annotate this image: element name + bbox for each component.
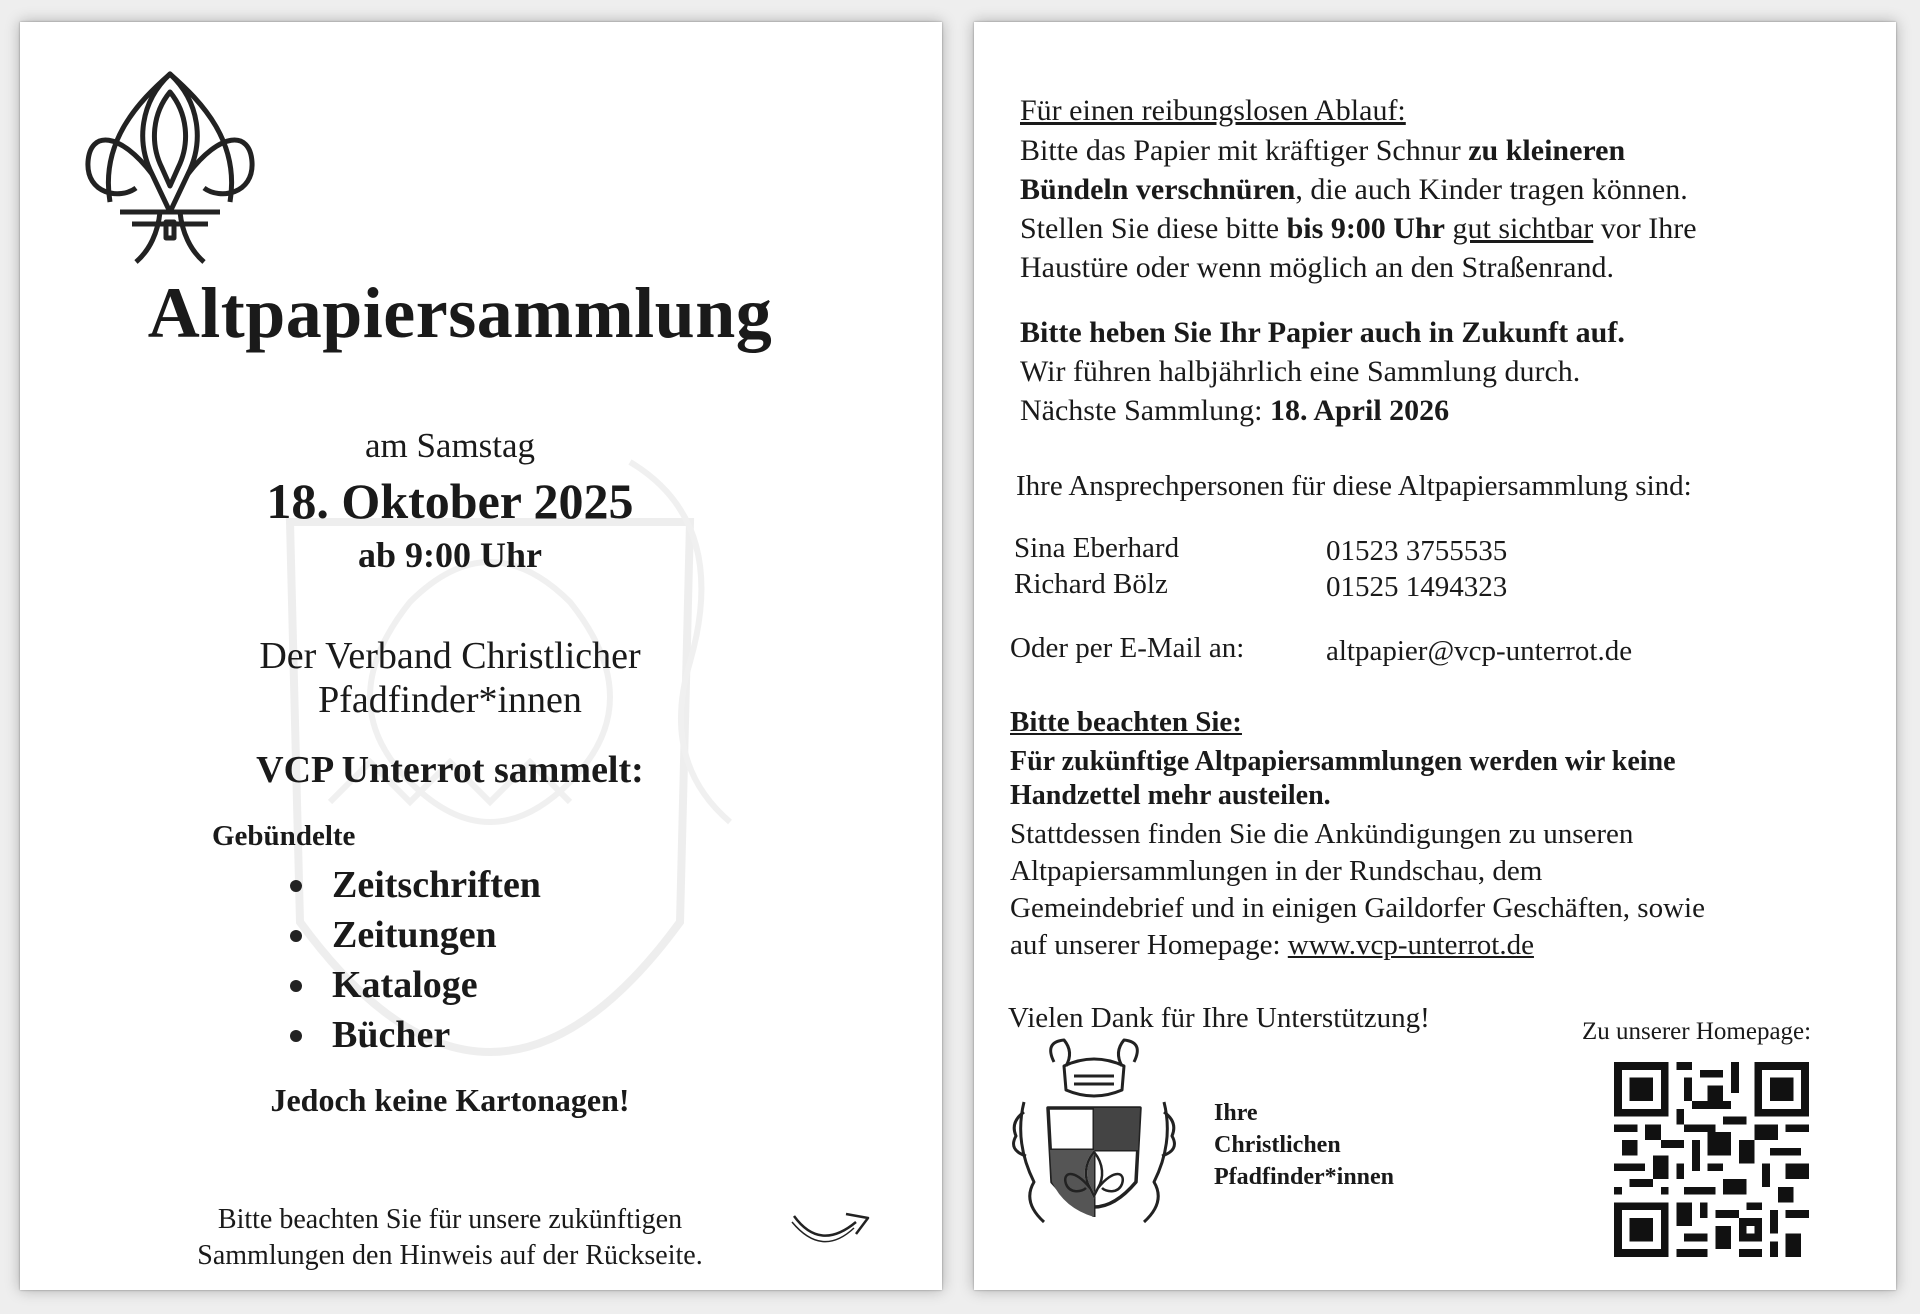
signoff-line-3: Pfadfinder*innen: [1214, 1164, 1395, 1190]
qr-code-label: Zu unserer Homepage:: [1582, 1018, 1812, 1045]
procedure-line-2: [1020, 173, 1688, 207]
email-address[interactable]: altpapier@vcp-unterrot.de: [1326, 635, 1633, 667]
text-span: Stellen Sie diese bitte: [1020, 212, 1287, 245]
backside-hint-line-1: Bitte beachten Sie für unsere zukünftigen: [217, 1204, 683, 1235]
procedure-line-4: Haustüre oder wenn möglich an den Straßenrand.: [1020, 251, 1614, 284]
contacts-intro: Ihre Ansprechpersonen für diese Altpapiersammlung sind:: [1016, 470, 1692, 502]
text-span: vor Ihre: [1593, 212, 1697, 245]
text-span-underlined: gut sichtbar: [1452, 212, 1594, 245]
note-bold-line-2: Handzettel mehr austeilen.: [1010, 780, 1331, 811]
thanks-text: Vielen Dank für Ihre Unterstützung!: [1008, 1002, 1430, 1034]
list-item: Bücher: [290, 1010, 541, 1060]
collection-date: 18. Oktober 2025: [266, 473, 634, 529]
flyer-back-page: [974, 22, 1896, 1290]
collects-heading: VCP Unterrot sammelt:: [256, 749, 644, 791]
text-span: auf unserer Homepage:: [1010, 929, 1288, 961]
procedure-heading: Für einen reibungslosen Ablauf:: [1020, 94, 1406, 127]
fleur-de-lis-logo: [80, 62, 260, 272]
note-heading: Bitte beachten Sie:: [1010, 706, 1242, 738]
qr-code[interactable]: [1614, 1062, 1809, 1257]
procedure-line-3: [1020, 212, 1697, 246]
signoff-line-2: Christlichen: [1214, 1132, 1341, 1158]
signoff-line-1: Ihre: [1214, 1100, 1258, 1126]
text-span: Nächste Sammlung:: [1020, 394, 1270, 427]
organization-line-2: Pfadfinder*innen: [318, 679, 582, 721]
text-span-bold: Bündeln verschnüren: [1020, 173, 1296, 206]
next-collection-date: 18. April 2026: [1269, 394, 1450, 427]
organization-line-1: Der Verband Christlicher: [259, 635, 641, 677]
curved-arrow-icon: [790, 1208, 870, 1248]
exclusion-note: Jedoch keine Kartonagen!: [270, 1082, 630, 1118]
backside-hint-line-2: Sammlungen den Hinweis auf der Rückseite.: [197, 1240, 703, 1271]
list-item: Kataloge: [290, 960, 541, 1010]
text-span-bold: zu kleineren: [1468, 134, 1626, 167]
contact-name: Richard Bölz: [1014, 568, 1168, 600]
text-span: , die auch Kinder tragen können.: [1295, 173, 1688, 206]
collection-time: ab 9:00 Uhr: [357, 535, 542, 575]
note-line-4: Altpapiersammlungen in der Rundschau, dem: [1010, 855, 1543, 887]
contact-name: Sina Eberhard: [1014, 532, 1180, 564]
flyer-front-page: [20, 22, 942, 1290]
note-bold-line-1: Für zukünftige Altpapiersammlungen werden wir keine: [1010, 746, 1676, 777]
email-label: Oder per E-Mail an:: [1010, 632, 1245, 664]
bundled-label: Gebündelte: [212, 820, 356, 852]
procedure-line-1: [1020, 134, 1625, 168]
next-collection: [1020, 394, 1449, 428]
text-span: Bitte das Papier mit kräftiger Schnur: [1020, 134, 1469, 167]
contact-phone[interactable]: 01523 3755535: [1326, 535, 1508, 567]
coat-of-arms-logo: [1004, 1032, 1184, 1232]
keep-paper-heading: Bitte heben Sie Ihr Papier auch in Zukunft auf.: [1020, 316, 1625, 349]
collected-items-list: [290, 860, 541, 1060]
contact-phone[interactable]: 01525 1494323: [1326, 571, 1508, 603]
keep-paper-line: Wir führen halbjährlich eine Sammlung durch.: [1020, 355, 1581, 388]
note-line-5: Gemeindebrief und in einigen Gaildorfer Geschäften, sowie: [1010, 892, 1705, 924]
note-line-3: Stattdessen finden Sie die Ankündigungen zu unseren: [1010, 818, 1634, 850]
note-line-6: [1010, 929, 1534, 962]
day-label: am Samstag: [364, 426, 536, 465]
text-span-bold: bis 9:00 Uhr: [1286, 212, 1445, 245]
website-link[interactable]: www.vcp-unterrot.de: [1287, 929, 1534, 961]
list-item: Zeitungen: [290, 910, 541, 960]
list-item: Zeitschriften: [290, 860, 541, 910]
flyer-title: Altpapiersammlung: [147, 273, 773, 353]
